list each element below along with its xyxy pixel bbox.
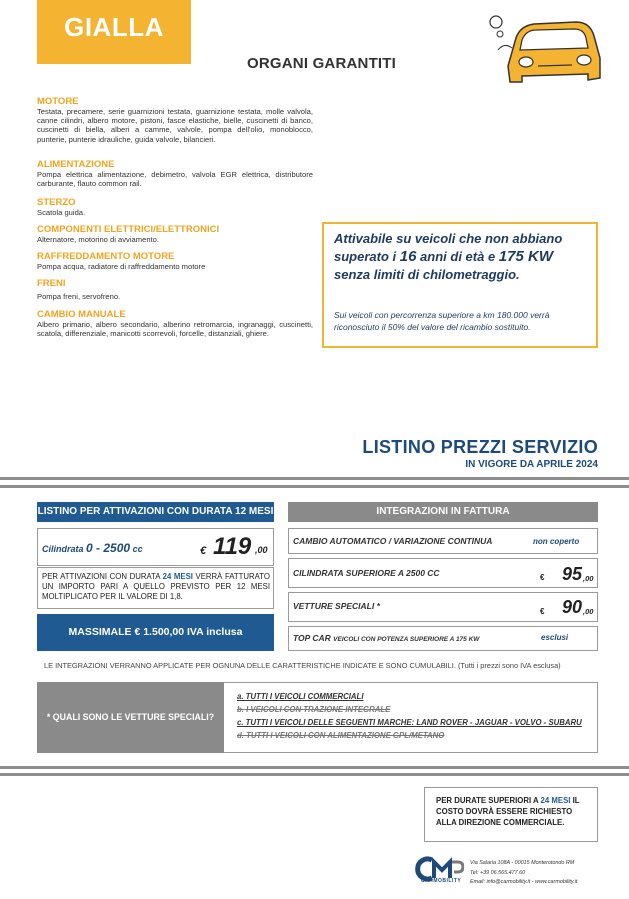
attivazione-text: PER ATTIVAZIONI CON DURATA 24 MESI VERRÀ FATTURATO UN IMPORTO PARI A QUELLO PREVISTO PER 12 MESI MOLTIPLICATO PER IL VALORE DI 1,8. <box>42 572 270 601</box>
special-item: c. TUTTI I VEICOLI DELLE SEGUENTI MARCHE: LAND ROVER - JAGUAR - VOLVO - SUBARU <box>237 718 582 727</box>
section-sterzo <box>37 197 313 217</box>
section-componenti-elettrici <box>37 224 313 244</box>
divider <box>0 773 629 776</box>
section-text: Pompa acqua, radiatore di raffreddamento motore <box>37 262 206 271</box>
durate-text: PER DURATE SUPERIORI A 24 MESI IL COSTO DOVRÀ ESSERE RICHIESTO ALLA DIREZIONE COMMERCIALE. <box>436 796 580 827</box>
footer-email: Email: info@carmobility.it - www.carmobility.it <box>470 879 578 885</box>
currency-symbol: € <box>540 607 545 616</box>
organi-title: ORGANI GARANTITI <box>247 55 397 72</box>
row-price: 95 <box>562 564 583 584</box>
section-title: CAMBIO MANUALE <box>37 309 126 320</box>
section-raffreddamento <box>37 251 313 271</box>
row-value: esclusi <box>541 633 569 642</box>
listino-title: LISTINO PREZZI SERVIZIO <box>362 437 598 457</box>
section-motore <box>37 96 313 144</box>
row-value: non coperto <box>533 537 580 546</box>
plan-tag: GIALLA <box>64 12 164 42</box>
special-question: * QUALI SONO LE VETTURE SPECIALI? <box>37 682 224 753</box>
left-table-header: LISTINO PER ATTIVAZIONI CON DURATA 12 MESI <box>37 502 274 522</box>
footer-tel: Tel: +39 06.565.477.60 <box>470 870 526 876</box>
row-label: TOP CAR VEICOLI CON POTENZA SUPERIORE A 175 KW <box>293 633 480 643</box>
logo-text: CARMOBILITY <box>421 878 462 884</box>
footer-address: Via Salaria 108A - 00015 Monterotondo RM <box>470 860 575 866</box>
base-price: 119 <box>213 533 252 560</box>
section-text: Alternatore, motorino di avviamento. <box>37 235 159 244</box>
row-label: VETTURE SPECIALI * <box>293 601 380 611</box>
section-text: Testata, precamere, serie guarnizioni testata, guarnizione testata, molle valvola, canne cilindri, albero motore, pistoni, fasce elastiche, bielle, cuscinetti di banco, cuscinetti di biella, alberi a camme, valvole, pompa dell'olio, monoblocco, punterie, punterie idrauliche, guida valvole, bilancieri. <box>37 107 313 144</box>
divider <box>0 766 629 769</box>
row-label: CILINDRATA SUPERIORE A 2500 CC <box>293 568 440 578</box>
section-text: Scatola guida. <box>37 208 86 217</box>
conditions-subtext: Sui veicoli con percorrenza superiore a km 180.000 verrà riconosciuto il 50% del valore del ricambio sostituito. <box>334 310 550 332</box>
divider <box>0 485 629 488</box>
divider <box>0 477 629 480</box>
section-text: Pompa freni, servofreno. <box>37 292 121 301</box>
section-text: Albero primario, albero secondario, alberino retromarcia, ingranaggi, cuscinetti, scatola, differenziale, manicotti scorrevoli, forcelle, distanziali, ghiere. <box>37 320 313 339</box>
row-price-cents: ,00 <box>583 574 594 583</box>
row-price: 90 <box>562 597 583 617</box>
section-title: ALIMENTAZIONE <box>37 159 115 170</box>
car-icon <box>488 8 606 92</box>
section-title: RAFFREDDAMENTO MOTORE <box>37 251 175 262</box>
row-label: CAMBIO AUTOMATICO / VARIAZIONE CONTINUA <box>293 536 493 546</box>
base-price-cents: ,00 <box>255 545 268 555</box>
section-title: MOTORE <box>37 96 79 107</box>
section-cambio-manuale <box>37 309 313 338</box>
row-price-cents: ,00 <box>583 607 594 616</box>
currency-symbol: € <box>540 573 545 582</box>
section-text: Pompa elettrica alimentazione, debimetro, valvola EGR elettrica, distributore carburante, flauto common rail. <box>37 170 313 189</box>
section-freni <box>37 278 313 301</box>
conditions-text: Attivabile su veicoli che non abbiano superato i 16 anni di età e 175 KW senza limiti di chilometraggio. <box>334 231 563 282</box>
special-item: b. I VEICOLI CON TRAZIONE INTEGRALE <box>237 705 391 714</box>
section-title: STERZO <box>37 197 76 208</box>
section-title: FRENI <box>37 278 66 289</box>
section-alimentazione <box>37 159 313 188</box>
massimale-box: MASSIMALE € 1.500,00 IVA inclusa <box>37 614 274 651</box>
currency-symbol: € <box>200 545 207 557</box>
section-title: COMPONENTI ELETTRICI/ELETTRONICI <box>37 224 220 235</box>
right-table-header: INTEGRAZIONI IN FATTURA <box>288 502 598 522</box>
special-item: a. TUTTI I VEICOLI COMMERCIALI <box>237 692 364 701</box>
special-item: d. TUTTI I VEICOLI CON ALIMENTAZIONE GPL/METANO <box>237 731 445 740</box>
listino-subtitle: IN VIGORE DA APRILE 2024 <box>465 459 598 470</box>
integrazioni-note: LE INTEGRAZIONI VERRANNO APPLICATE PER OGNUNA DELLE CARATTERISTICHE INDICATE E SONO CUMULABILI. (Tutti i prezzi sono IVA esclusa) <box>44 661 561 670</box>
cilindrata-label: Cilindrata 0 - 2500 cc <box>42 541 143 555</box>
